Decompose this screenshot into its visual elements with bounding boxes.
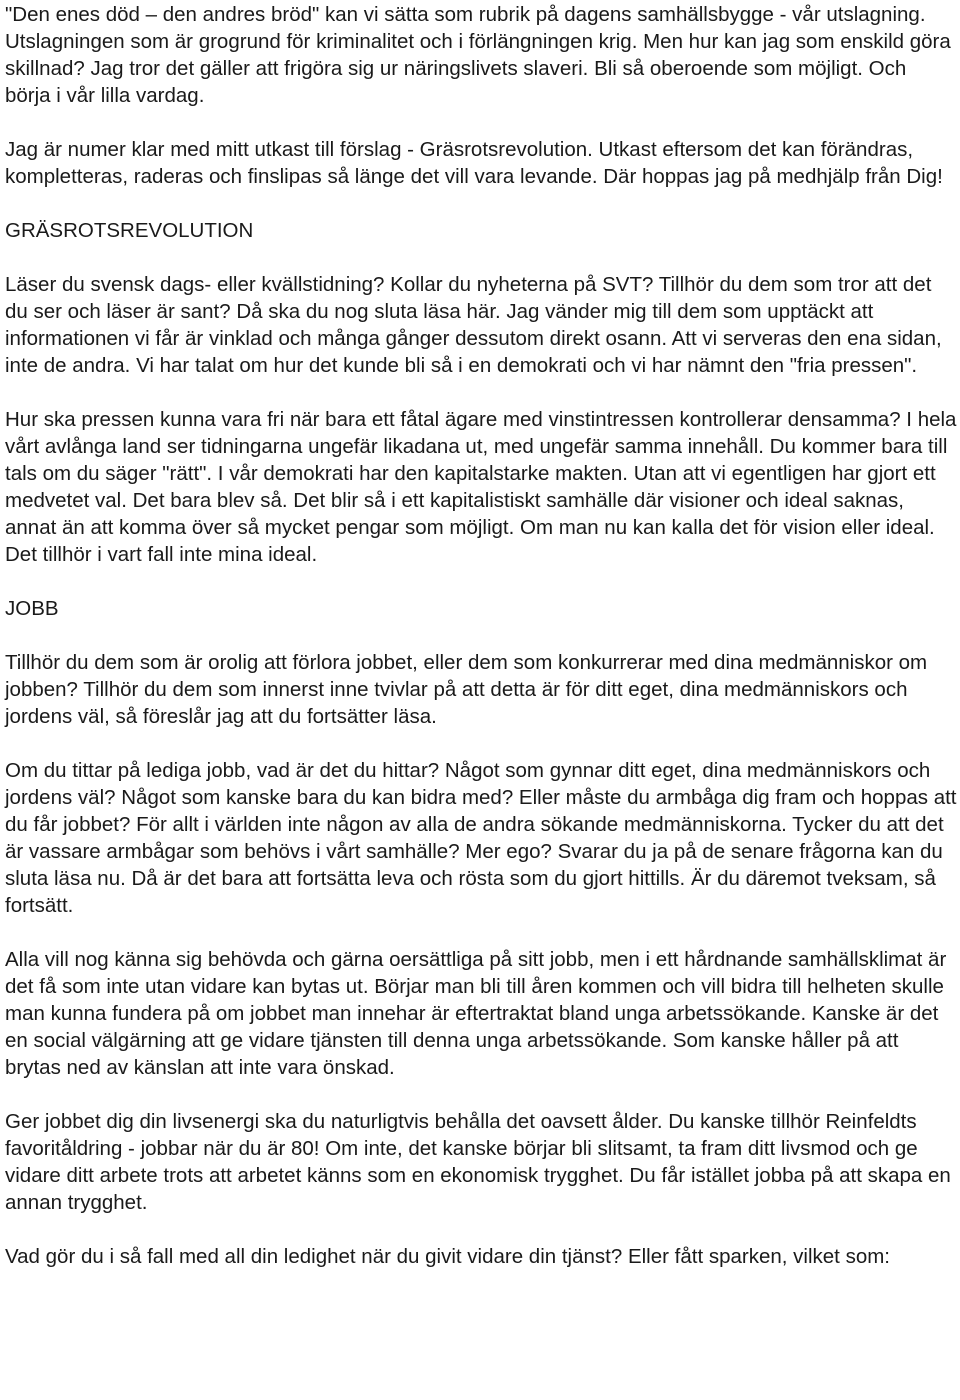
draft-paragraph: Jag är numer klar med mitt utkast till förslag - Gräsrotsrevolution. Utkast eftersom det kan förändras, kompletteras, raderas och finslipas så länge det vill vara levande. Där hoppas jag på medhjälp från Dig!	[5, 138, 943, 188]
section-heading-jobb: JOBB	[5, 597, 59, 620]
body-paragraph: Vad gör du i så fall med all din ledighet när du givit vidare din tjänst? Eller fått sparken, vilket som:	[5, 1245, 890, 1268]
body-paragraph: Om du tittar på lediga jobb, vad är det du hittar? Något som gynnar ditt eget, dina medmänniskors och jordens väl? Något som kanske bara du kan bidra med? Eller måste du armbåga dig fram och hoppas att du får jobbet? För allt i världen inte någon av alla de andra sökande medmänniskorna. Tycker du att det är vassare armbågar som behövs i vårt samhälle? Mer ego? Svarar du ja på de senare frågorna kan du sluta läsa nu. Då är det bara att fortsätta leva och rösta som du gjort hittills. Är du däremot tveksam, så fortsätt.	[5, 759, 957, 917]
document-page	[5, 1, 957, 1297]
intro-paragraph: "Den enes död – den andres bröd" kan vi sätta som rubrik på dagens samhällsbygge - vår utslagning. Utslagningen som är grogrund för kriminalitet och i förlängningen krig. Men hur kan jag som enskild göra skillnad? Jag tror det gäller att frigöra sig ur näringslivets slaveri. Bli så oberoende som möjligt. Och börja i vår lilla vardag.	[5, 3, 951, 107]
body-paragraph: Läser du svensk dags- eller kvällstidning? Kollar du nyheterna på SVT? Tillhör du dem som tror att det du ser och läser är sant? Då ska du nog sluta läsa här. Jag vänder mig till dem som upptäckt att informationen vi får är vinklad och många gånger dessutom direkt osann. Att vi serveras den ena sidan, inte de andra. Vi har talat om hur det kunde bli så i en demokrati och vi har nämnt den "fria pressen".	[5, 273, 942, 377]
body-paragraph: Tillhör du dem som är orolig att förlora jobbet, eller dem som konkurrerar med dina medmänniskor om jobben? Tillhör du dem som innerst inne tvivlar på att detta är för ditt eget, dina medmänniskors och jordens väl, så föreslår jag att du fortsätter läsa.	[5, 651, 928, 728]
section-heading-grasrotsrevolution: GRÄSROTSREVOLUTION	[5, 219, 254, 242]
body-paragraph: Ger jobbet dig din livsenergi ska du naturligtvis behålla det oavsett ålder. Du kanske tillhör Reinfeldts favoritåldring - jobbar när du är 80! Om inte, det kanske börjar bli slitsamt, ta fram ditt livsmod och ge vidare ditt arbete trots att arbetet känns som en ekonomisk trygghet. Du får istället jobba på att skapa en annan trygghet.	[5, 1110, 951, 1214]
body-paragraph: Alla vill nog känna sig behövda och gärna oersättliga på sitt jobb, men i ett hårdnande samhällsklimat är det få som inte utan vidare kan bytas ut. Börjar man bli till åren kommen och vill bidra till helheten skulle man kunna fundera på om jobbet man innehar är eftertraktat bland unga arbetssökande. Kanske är det en social välgärning att ge vidare tjänsten till denna unga arbetssökande. Som kanske håller på att brytas ned av känslan att inte vara önskad.	[5, 948, 947, 1079]
body-paragraph: Hur ska pressen kunna vara fri när bara ett fåtal ägare med vinstintressen kontrollerar densamma? I hela vårt avlånga land ser tidningarna ungefär likadana ut, med ungefär samma innehåll. Du kommer bara till tals om du säger "rätt". I vår demokrati har den kapitalstarke makten. Utan att vi egentligen har gjort ett medvetet val. Det bara blev så. Det blir så i ett kapitalistiskt samhälle där visioner och ideal saknas, annat än att komma över så mycket pengar som möjligt. Om man nu kan kalla det för vision eller ideal. Det tillhör i vart fall inte mina ideal.	[5, 408, 957, 566]
